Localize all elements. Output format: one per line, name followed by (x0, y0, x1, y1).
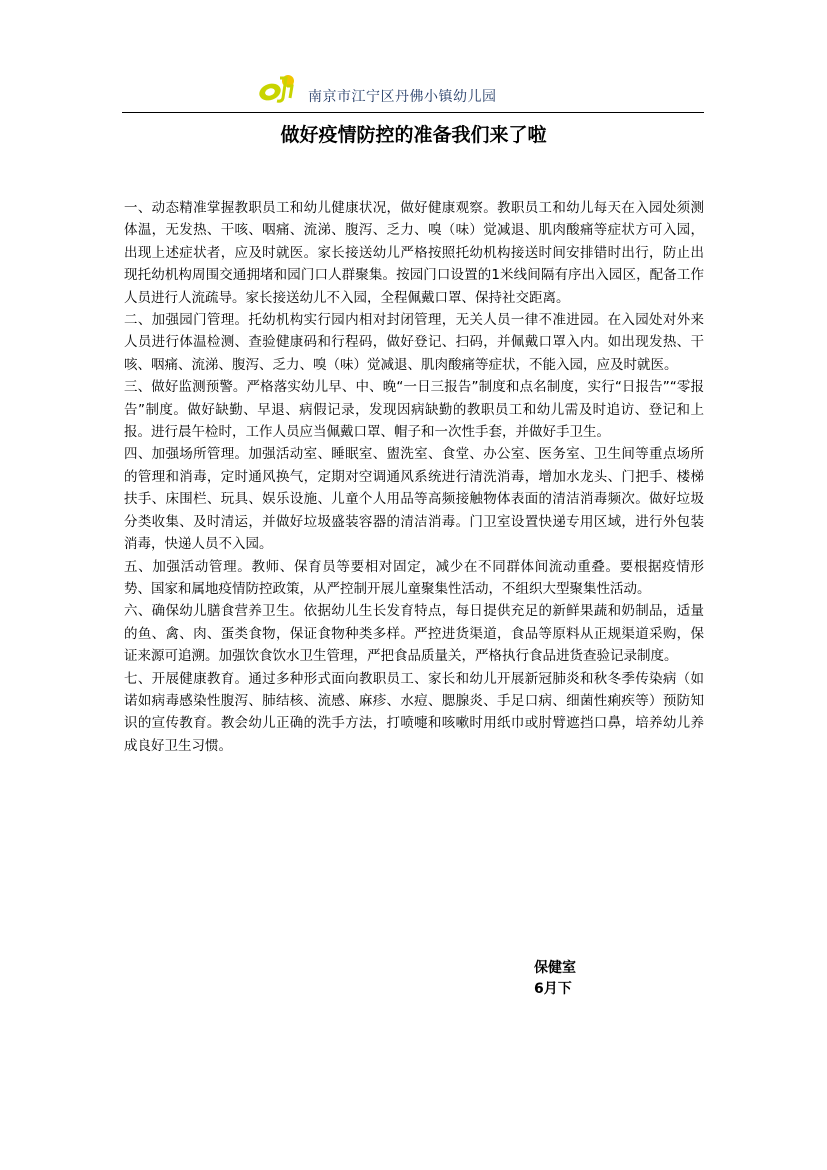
document-body (124, 197, 704, 757)
paragraph-3: 三、做好监测预警。严格落实幼儿早、中、晚“一日三报告”制度和点名制度，实行“日报告”“零报告”制度。做好缺勤、早退、病假记录，发现因病缺勤的教职员工和幼儿需及时追访、登记和上报。进行晨午检时，工作人员应当佩戴口罩、帽子和一次性手套，并做好手卫生。 (124, 379, 704, 441)
signature-department: 保健室 (534, 960, 576, 976)
paragraph-5: 五、加强活动管理。教师、保育员等要相对固定，减少在不同群体间流动重叠。要根据疫情形势、国家和属地疫情防控政策，从严控制开展儿童聚集性活动，不组织大型聚集性活动。 (124, 558, 704, 597)
document-title: 做好疫情防控的准备我们来了啦 (280, 124, 547, 146)
page-header (122, 70, 704, 113)
kindergarten-logo-icon (258, 72, 300, 104)
paragraph-6: 六、确保幼儿膳食营养卫生。依据幼儿生长发育特点，每日提供充足的新鲜果蔬和奶制品，适量的鱼、禽、肉、蛋类食物，保证食物种类多样。严控进货渠道，食品等原料从正规渠道采购，保证来源可追溯。加强饮食饮水卫生管理，严把食品质量关，严格执行食品进货查验记录制度。 (124, 603, 704, 665)
paragraph-2: 二、加强园门管理。托幼机构实行园内相对封闭管理，无关人员一律不准进园。在入园处对外来人员进行体温检测、查验健康码和行程码，做好登记、扫码，并佩戴口罩入内。如出现发热、干咳、咽痛、流涕、腹泻、乏力、嗅（味）觉减退、肌肉酸痛等症状，不能入园，应及时就医。 (124, 312, 704, 373)
paragraph-4: 四、加强场所管理。加强活动室、睡眠室、盥洗室、食堂、办公室、医务室、卫生间等重点场所的管理和消毒，定时通风换气，定期对空调通风系统进行清洗消毒，增加水龙头、门把手、楼梯扶手、床围栏、玩具、娱乐设施、儿童个人用品等高频接触物体表面的清洁消毒频次。做好垃圾分类收集、及时清运，并做好垃圾盛装容器的清洁消毒。门卫室设置快递专用区域，进行外包装消毒，快递人员不入园。 (124, 446, 704, 553)
kindergarten-name: 南京市江宁区丹佛小镇幼儿园 (308, 89, 497, 105)
paragraph-1: 一、动态精准掌握教职员工和幼儿健康状况，做好健康观察。教职员工和幼儿每天在入园处须测体温，无发热、干咳、咽痛、流涕、腹泻、乏力、嗅（味）觉减退、肌肉酸痛等症状方可入园，出现上述症状者，应及时就医。家长接送幼儿严格按照托幼机构接送时间安排错时出行，防止出现托幼机构周围交通拥堵和园门口人群聚集。按园门口设置的1米线间隔有序出入园区，配备工作人员进行人流疏导。家长接送幼儿不入园，全程佩戴口罩、保持社交距离。 (124, 200, 704, 306)
signature-date: 6月下 (534, 981, 572, 997)
paragraph-7: 七、开展健康教育。通过多种形式面向教职员工、家长和幼儿开展新冠肺炎和秋冬季传染病（如诺如病毒感染性腹泻、肺结核、流感、麻疹、水痘、腮腺炎、手足口病、细菌性痢疾等）预防知识的宣传教育。教会幼儿正确的洗手方法，打喷嚏和咳嗽时用纸巾或肘臂遮挡口鼻，培养幼儿养成良好卫生习惯。 (124, 670, 704, 754)
signature-block (534, 958, 576, 1000)
